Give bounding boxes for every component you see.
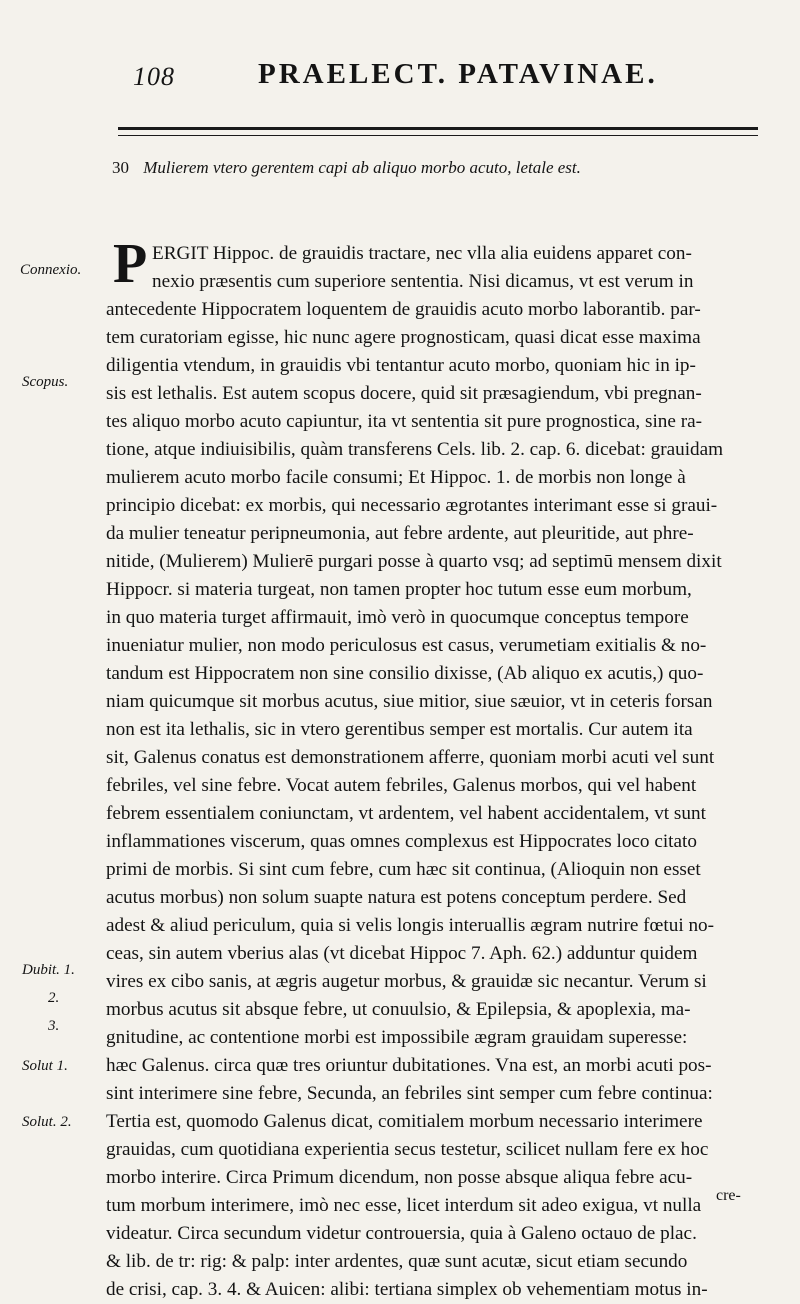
header-rule-thin xyxy=(118,135,758,136)
body-line: primi de morbis. Si sint cum febre, cum hæc sit continua, (Alioquin non esset xyxy=(106,859,701,880)
body-line: de crisi, cap. 3. 4. & Auicen: alibi: tertiana simplex ob vehementiam motus in- xyxy=(106,1279,708,1300)
margin-note-dubit-1: Dubit. 1. xyxy=(22,962,75,978)
aphorism-text: Mulierem vtero gerentem capi ab aliquo morbo acuto, letale est. xyxy=(143,158,581,177)
running-title: PRAELECT. PATAVINAE. xyxy=(258,58,658,90)
body-line: hæc Galenus. circa quæ tres oriuntur dubitationes. Vna est, an morbi acuti pos- xyxy=(106,1055,712,1076)
body-line: videatur. Circa secundum videtur controuersia, quia à Galeno octauo de plac. xyxy=(106,1223,697,1244)
body-line: da mulier teneatur peripneumonia, aut febre ardente, aut pleuritide, aut phre- xyxy=(106,523,694,544)
header-rule-thick xyxy=(118,127,758,130)
body-line: grauidas, cum quotidiana experientia secus testetur, scilicet nullam fere ex hoc xyxy=(106,1139,709,1160)
body-line: antecedente Hippocratem loquentem de grauidis acuto morbo laborantib. par- xyxy=(106,299,701,320)
body-line: inueniatur mulier, non modo periculosus est casus, verumetiam exitialis & no- xyxy=(106,635,707,656)
body-line: morbo interire. Circa Primum dicendum, non posse absque aliqua febre acu- xyxy=(106,1167,693,1188)
body-line: niam quicumque sit morbus acutus, siue mitior, siue sæuior, vt in ceteris forsan xyxy=(106,691,713,712)
body-line: nexio præsentis cum superiore sententia. Nisi dicamus, vt est verum in xyxy=(152,271,694,292)
margin-note-solut-2: Solut. 2. xyxy=(22,1114,72,1130)
body-line: ceas, sin autem vberius alas (vt dicebat Hippoc 7. Aph. 62.) adduntur quidem xyxy=(106,943,698,964)
aphorism-number: 30 xyxy=(112,158,129,177)
body-line: sis est lethalis. Est autem scopus docere, quid sit præsagiendum, vbi pregnan- xyxy=(106,383,702,404)
body-line: ERGIT Hippoc. de grauidis tractare, nec vlla alia euidens apparet con- xyxy=(152,243,692,264)
body-line: sint interimere sine febre, Secunda, an febriles sint semper cum febre continua: xyxy=(106,1083,713,1104)
body-line: Tertia est, quomodo Galenus dicat, comitialem morbum necessario interimere xyxy=(106,1111,703,1132)
body-line: sit, Galenus conatus est demonstrationem afferre, quoniam morbi acuti vel sunt xyxy=(106,747,715,768)
body-line: & lib. de tr: rig: & palp: inter ardentes, quæ sunt acutæ, sicut etiam secundo xyxy=(106,1251,688,1272)
catchword: cre- xyxy=(716,1187,741,1204)
body-line: febriles, vel sine febre. Vocat autem febriles, Galenus morbos, qui vel habent xyxy=(106,775,697,796)
margin-note-dubit-2: 2. xyxy=(48,990,60,1006)
body-line: Hippocr. si materia turgeat, non tamen propter hoc tutum esse eum morbum, xyxy=(106,579,692,600)
margin-note-dubit-3: 3. xyxy=(48,1018,60,1034)
body-line: tione, atque indiuisibilis, quàm transferens Cels. lib. 2. cap. 6. dicebat: grauidam xyxy=(106,439,724,460)
body-line: inflammationes viscerum, quas omnes complexus est Hippocrates loco citato xyxy=(106,831,697,852)
body-line: non est ita lethalis, sic in vtero gerentibus semper est mortalis. Cur autem ita xyxy=(106,719,693,740)
margin-note-connexio: Connexio. xyxy=(20,262,82,278)
body-line: diligentia vtendum, in grauidis vbi tentantur acuto morbo, quoniam hic in ip- xyxy=(106,355,696,376)
body-line: principio dicebat: ex morbis, qui necessario ægrotantes interimant esse si graui- xyxy=(106,495,718,516)
body-line: gnitudine, ac contentione morbi est impossibile ægram grauidam superesse: xyxy=(106,1027,688,1048)
aphorism xyxy=(112,158,581,178)
body-line: in quo materia turget affirmauit, imò verò in quocumque conceptus tempore xyxy=(106,607,689,628)
body-line: mulierem acuto morbo facile consumi; Et Hippoc. 1. de morbis non longe à xyxy=(106,467,686,488)
margin-note-solut-1: Solut 1. xyxy=(22,1058,68,1074)
drop-cap: P xyxy=(113,233,148,295)
body-line: tes aliquo morbo acuto capiuntur, ita vt sententia sit pure prognostica, sine ra- xyxy=(106,411,703,432)
page-header xyxy=(0,58,800,92)
body-line: nitide, (Mulierem) Mulierē purgari posse à quarto vsq; ad septimū mensem dixit xyxy=(106,551,722,572)
margin-note-scopus: Scopus. xyxy=(22,374,69,390)
body-line: tandum est Hippocratem non sine consilio dixisse, (Ab aliquo ex acutis,) quo- xyxy=(106,663,704,684)
body-line: acutus morbus) non solum suapte natura est potens conceptum perdere. Sed xyxy=(106,887,687,908)
body-line: morbus acutus sit absque febre, ut conuulsio, & Epilepsia, & apoplexia, ma- xyxy=(106,999,691,1020)
body-line: adest & aliud periculum, quia si velis longis interuallis ægram nutrire fœtui no- xyxy=(106,915,715,936)
body-line: tem curatoriam egisse, hic nunc agere prognosticam, quasi dicat esse maxima xyxy=(106,327,701,348)
body-line: vires ex cibo sanis, at ægris augetur morbus, & grauidæ sic necantur. Verum si xyxy=(106,971,707,992)
page-number: 108 xyxy=(133,62,175,91)
body-line: febrem essentialem coniunctam, vt ardentem, vel habent accidentalem, vt sunt xyxy=(106,803,706,824)
body-line: tum morbum interimere, imò nec esse, licet interdum sit adeo exigua, vt nulla xyxy=(106,1195,702,1216)
